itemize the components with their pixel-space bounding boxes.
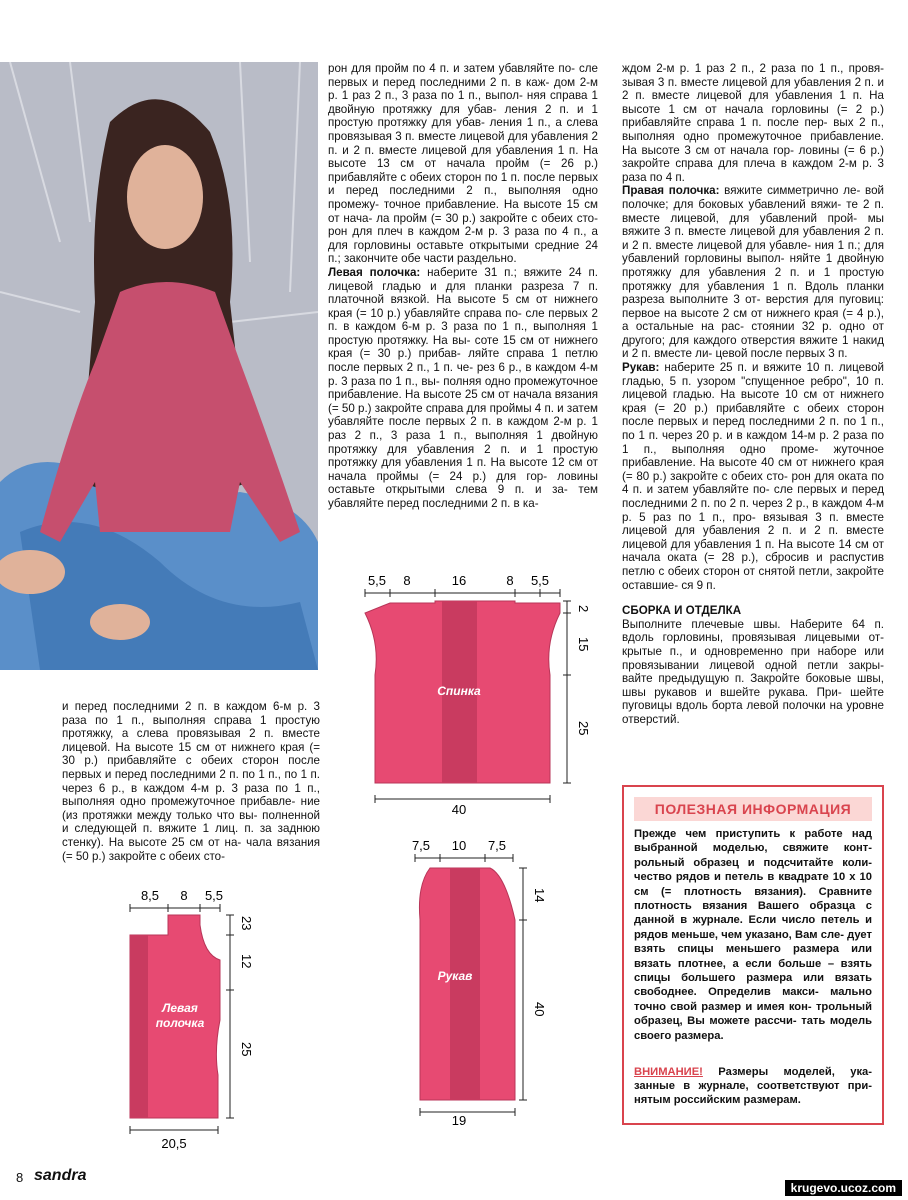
assembly-title: СБОРКА И ОТДЕЛКА — [622, 604, 742, 618]
back-label: Спинка — [437, 684, 481, 698]
back-continued-text: рон для пройм по 4 п. и затем убавляйте по- сле первых и перед последними 2 п. в каж- дом 2-м р. 1 раз 2 п., 3 раза по 1 п., выпол- няя справа 1 двойную протяжку для убав- ления 2 п. и 1 простую протяжку для убав- ления 1 п., а слева провязывая 3 п. вместе лицевой для убавления 2 п. и 2 п. вместе лицевой для убавления 1 п. На высоте 13 см от начала пройм (= 26 р.) прибавляйте с обеих сторон по 1 п. после первых и перед последними 2 п., выполняя одно промежу- точное прибавление. На высоте 15 см от нача- ла пройм (= 30 р.) закройте с обеих сто- рон для плеч в каждом 2-м р. 3 раза по 4 п., а для горловины оставьте открытыми средние 24 п.; закончите обе части раздельно. — [328, 62, 598, 266]
left-front-schematic — [120, 880, 270, 1160]
left-front-paragraph — [328, 266, 598, 511]
back-side-dim-3: 25 — [576, 721, 591, 736]
text-column-2 — [328, 62, 598, 511]
front-side-dim-2: 12 — [239, 954, 254, 969]
left-front-continued-text: ждом 2-м р. 1 раз 2 п., 2 раза по 1 п., провя- зывая 3 п. вместе лицевой для убавления 2 п. и 2 п. вместе лицевой для убавления 1 п. На высоте 1 см от начала горловины (= 2 р.) прибавляйте справа 1 п. после пер- вых 2 п., выполняя одно промежуточное прибавление. На высоте 3 см от начала гор- ловины (= 6 р.) закройте справа для плеча в каждом 2-м р. 3 раза по 4 п. — [622, 62, 884, 184]
info-warning — [634, 1065, 872, 1107]
text-column-1 — [62, 700, 320, 863]
back-bottom-dim: 40 — [451, 802, 467, 817]
front-dim-1: 8,5 — [140, 888, 160, 903]
warning-text: Размеры моделей, ука- занные в журнале, соответствуют при- нятым российским размерам. — [634, 1066, 872, 1106]
sleeve-dim-3: 7,5 — [487, 838, 507, 853]
sleeve-side-dim-1: 14 — [532, 888, 547, 903]
front-label-line2: полочка — [155, 1016, 205, 1030]
sleeve-dim-2: 10 — [451, 838, 467, 853]
warning-label: ВНИМАНИЕ! — [634, 1066, 703, 1078]
site-watermark: krugevo.ucoz.com — [785, 1180, 902, 1196]
info-text: Прежде чем приступить к работе над выбранной моделью, свяжите конт- рольный образец и подсчитайте коли- чество рядов и петель в квадрате 10 х 10 см (= плотность вязания). Сравните плотность вязания Вашего образца с данной в журнале. Если число петель и рядов меньше, чем указано, Вам сле- дует взять спицы меньшего размера или вязать плотнее, а если больше – взять спицы большего размера или вязать свободнее. Определив макси- мально точно свой размер и имея кон- трольный образец, Вы можете рассчи- тать модель своего размера. — [634, 828, 872, 1042]
sleeve-side-dim-2: 40 — [532, 1002, 547, 1017]
assembly-text: Выполните плечевые швы. Наберите 64 п. вдоль горловины, провязывая лицевыми от- крытые п., и одновременно при наборе или провязывании лицевой одной петли закры- вайте предыдущую п. Закройте боковые швы, швы рукавов и вшейте рукава. При- шейте пуговицы вдоль борта левой полочки на уровне отверстий. — [622, 617, 884, 726]
sleeve-label: Рукав — [437, 969, 473, 983]
sleeve-bottom-dim: 19 — [451, 1113, 467, 1128]
assembly-title-line — [622, 604, 884, 618]
col1-paragraph: и перед последними 2 п. в каждом 6-м р. 3 раза по 1 п., выполняя справа 1 простую протяжку, а слева провязывая 2 п. вместе лицевой. На высоте 15 см от нижнего края (= 30 р.) прибавляйте с обеих сторон после первых и перед последними 2 п. по 1 п., по 1 п. через 6 р., в каждом 4-м р. 3 раза по 1 п., выполняя одно промежуточное прибавле- ние (из протяжки между только что вы- полненной и следующей п. вяжите 1 лиц. п. за заднюю стенку). На высоте 25 см от на- чала вязания (= 50 р.) закройте с обеих сто- — [62, 700, 320, 863]
back-dim-5: 5,5 — [530, 573, 550, 588]
back-side-dim-2: 15 — [576, 637, 591, 652]
sleeve-schematic — [395, 830, 565, 1130]
front-dim-3: 5,5 — [204, 888, 224, 903]
sleeve-label: Рукав: — [622, 361, 660, 375]
info-title: ПОЛЕЗНАЯ ИНФОРМАЦИЯ — [634, 797, 872, 821]
right-front-paragraph — [622, 184, 884, 361]
front-side-dim-1: 23 — [239, 916, 254, 931]
text-column-3 — [622, 62, 884, 727]
left-front-text: наберите 31 п.; вяжите 24 п. лицевой гладью и для планки разреза 7 п. платочной вязкой. На высоте 5 см от нижнего края (= 10 р.) убавляйте справа по- сле первых 2 п. в каждом 6-м р. 3 раза по 1 п., выполняя 1 простую протяжку. На вы- соте 15 см от нижнего края (= 30 р.) прибав- ляйте справа 1 петлю после первых 2 п., 1 п. че- рез 6 р., в каждом 4-м р. 3 раза по 1 п., вы- полняя одно промежуточное прибавление. На высоте 25 см от начала вязания (= 50 р.) закройте справа для проймы 4 п. и затем убавляйте после первых 2 п. в каждом 2-м р. 1 раз 2 п., 3 раза 1 п., выполняя 1 двойную протяжку для убавления 2 п. и 1 простую протяжку для убавления 1 п. На высоте 12 см от начала проймы (= 24 р.) для гор- ловины оставьте открытыми слева 9 п. и за- тем убавляйте перед последними 2 п. в ка- — [328, 265, 598, 510]
front-bottom-dim: 20,5 — [161, 1136, 187, 1151]
front-side-dim-3: 25 — [239, 1042, 254, 1057]
back-dim-3: 16 — [451, 573, 467, 588]
model-photo — [0, 62, 318, 670]
front-placket-stripe — [130, 935, 148, 1118]
right-front-text: вяжите симметрично ле- вой полочке; для боковых убавлений вяжи- те 2 п. вместе лицевой, для убавлений прой- мы вяжите 3 п. вместе лицевой для убавления 2 п. и 2 п. вместе лицевой для убавле- ния 1 п.; для убавлений горловины выпол- няйте 1 двойную протяжку для убавления 2 п. и 1 простую протяжку для убавления 1 п. Вдоль планки разреза выполните 3 от- верстия для пуговиц: первое на высоте 2 см от нижнего края (= 4 р.), а остальные на рас- стоянии 32 р. одно от другого; для каждого отверстия вяжите 1 накид и 2 п. вместе ли- цевой после первых 3 п. — [622, 184, 884, 361]
sleeve-dim-1: 7,5 — [411, 838, 431, 853]
back-schematic — [355, 565, 595, 815]
left-front-label: Левая полочка: — [328, 265, 421, 279]
sleeve-center-stripe — [450, 868, 480, 1100]
front-dim-2: 8 — [180, 888, 188, 903]
sleeve-paragraph — [622, 361, 884, 592]
info-box — [622, 785, 884, 1125]
magazine-logo: sandra — [34, 1167, 87, 1184]
sleeve-text: наберите 25 п. и вяжите 10 п. лицевой гладью, 5 п. узором "спущенное ребро", 10 п. лицевой гладью. На высоте 10 см от нижнего края (= 20 р.) прибавляйте с обеих сторон после первых и перед последними 2 п. по 1 п., по 1 п. через 20 р. и в каждом 14-м р. 2 раза по 1 п., выполняя одно проме- жуточное прибавление. На высоте 40 см от нижнего края (= 80 р.) закройте с обеих сто- рон для оката по 4 п. и затем убавляйте по- сле первых и перед последними 2 п. по 2 п. через 2 р., в каждом 4-м р. 5 раз по 1 п., про- вязывая 3 п. вместе лицевой для убавления 2 п. и 2 п. вместе лицевой для убавления 1 п. На высоте 14 см от начала оката (= 28 р.), сбросив и распустив петлю с обеих сторон от снятой петли, закройте оставшие- ся 9 п. — [622, 361, 884, 592]
front-label-line1: Левая — [162, 1001, 198, 1015]
right-front-label: Правая полочка: — [622, 184, 720, 198]
page-number: 8 — [16, 1170, 24, 1185]
back-dim-2: 8 — [403, 573, 411, 588]
back-side-dim-1: 2 — [576, 605, 591, 613]
back-dim-4: 8 — [506, 573, 514, 588]
back-dim-1: 5,5 — [367, 573, 387, 588]
